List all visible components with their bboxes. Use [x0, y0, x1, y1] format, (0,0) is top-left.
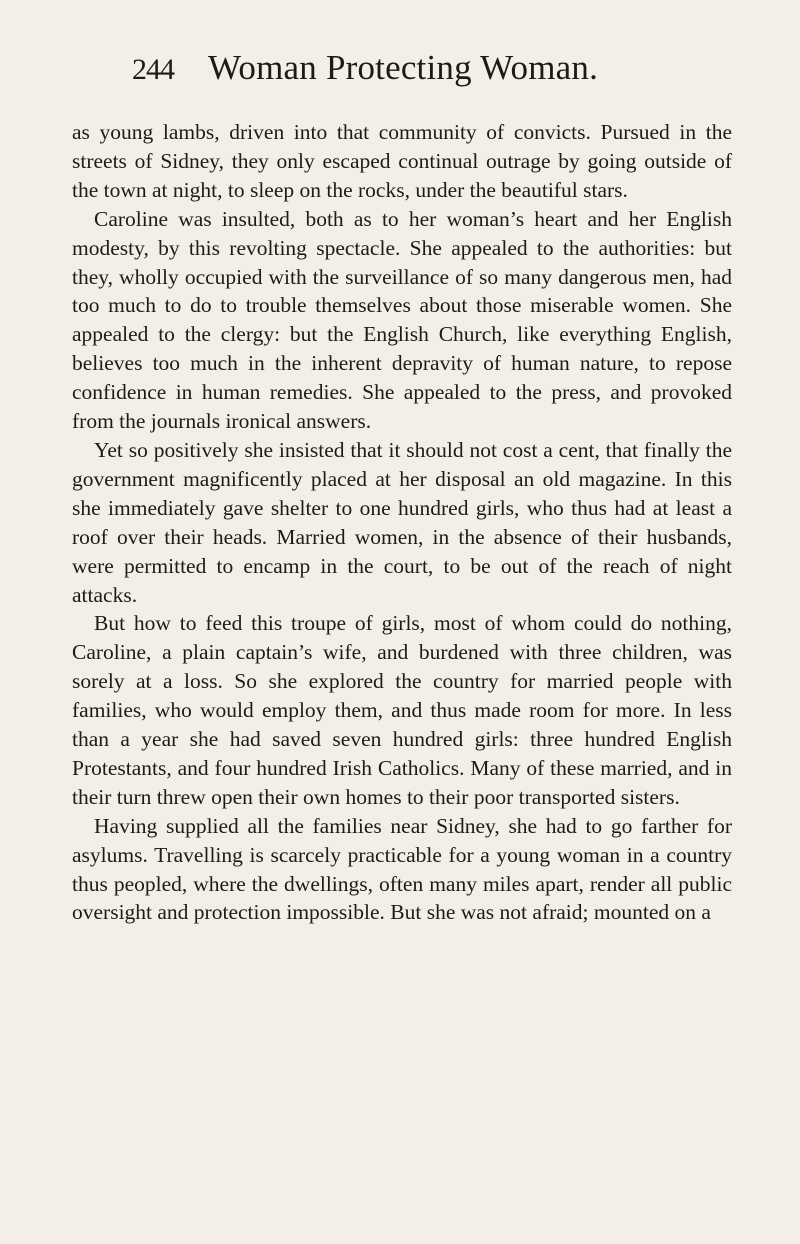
paragraph-1: as young lambs, driven into that community of convicts. Pursued in the streets of Sidney, they only escaped continual outrage by going outside of the town at night, to sleep on the rocks, under the beautiful stars. [72, 120, 732, 202]
paragraph-4: But how to feed this troupe of girls, most of whom could do nothing, Caroline, a plain captain’s wife, and burdened with three children, was sorely at a loss. So she explored the country for married people with families, who would employ them, and thus made room for more. In less than a year she had saved seven hundred girls: three hundred English Protestants, and four hundred Irish Catholics. Many of these married, and in their turn threw open their own homes to their poor transported sisters. [72, 611, 732, 809]
paragraph-3: Yet so positively she insisted that it should not cost a cent, that finally the government magnificently placed at her disposal an old magazine. In this she immediately gave shelter to one hundred girls, who thus had at least a roof over their heads. Married women, in the absence of their husbands, were permitted to encamp in the court, to be out of the reach of night attacks. [72, 437, 732, 607]
paragraph-2: Caroline was insulted, both as to her woman’s heart and her English modesty, by this revolting spectacle. She appealed to the authorities: but they, wholly occupied with the surveillance of so many dangerous men, had too much to do to trouble themselves about those miserable women. She appealed to the clergy: but the English Church, like everything English, believes too much in the inherent depravity of human nature, to repose confidence in human remedies. She appealed to the press, and provoked from the journals ironical answers. [72, 206, 732, 434]
body-text [72, 118, 732, 927]
running-title: Woman Protecting Woman. [208, 48, 599, 87]
page-number: 244 [132, 53, 174, 86]
paragraph-5: Having supplied all the families near Sidney, she had to go farther for asylums. Travelling is scarcely practicable for a young woman in a country thus peopled, where the dwellings, often many miles apart, render all public oversight and protection impossible. But she was not afraid; mounted on a [72, 813, 732, 925]
running-head [132, 48, 736, 92]
